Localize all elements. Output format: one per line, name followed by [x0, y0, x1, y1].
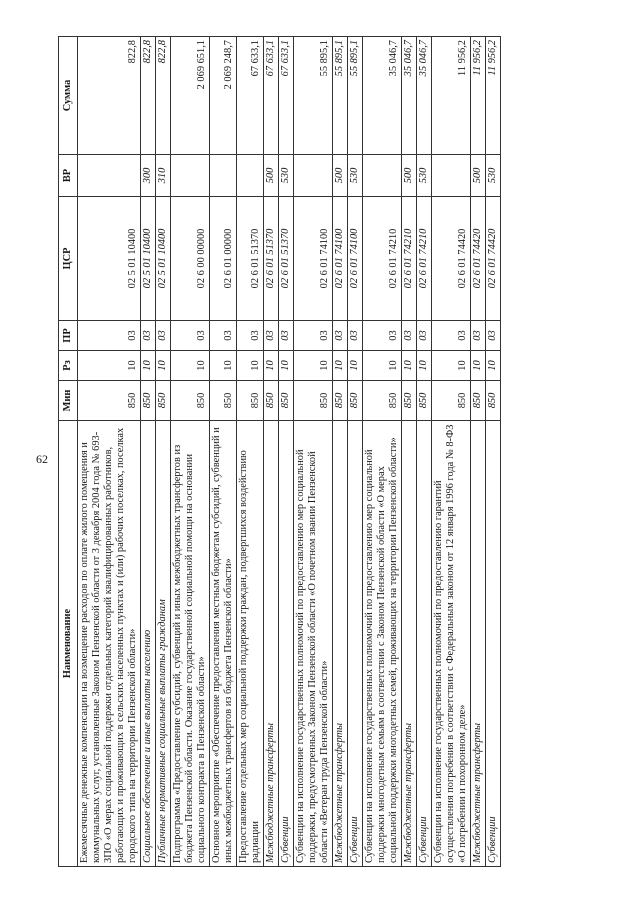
- table-row: [78, 37, 141, 867]
- cell-csr: 02 6 00 00000: [171, 197, 210, 321]
- cell-sum: 822,8: [141, 37, 156, 155]
- cell-name: Межбюджетные трансферты: [264, 421, 279, 867]
- cell-min: 850: [417, 381, 432, 421]
- cell-vr: 530: [279, 155, 294, 197]
- cell-pr: 03: [417, 321, 432, 351]
- cell-csr: 02 6 01 51370: [264, 197, 279, 321]
- cell-rz: 10: [402, 351, 417, 381]
- cell-csr: 02 6 01 74100: [294, 197, 333, 321]
- cell-sum: 2 069 248,7: [210, 37, 237, 155]
- cell-min: 850: [432, 381, 471, 421]
- cell-name: Межбюджетные трансферты: [471, 421, 486, 867]
- cell-csr: 02 5 01 10400: [156, 197, 171, 321]
- cell-vr: 300: [141, 155, 156, 197]
- cell-rz: 10: [417, 351, 432, 381]
- cell-vr: 500: [333, 155, 348, 197]
- cell-min: 850: [264, 381, 279, 421]
- cell-csr: 02 6 01 00000: [210, 197, 237, 321]
- cell-pr: 03: [363, 321, 402, 351]
- cell-csr: 02 6 01 74100: [348, 197, 363, 321]
- cell-sum: 35 046,7: [363, 37, 402, 155]
- header-pr: ПР: [59, 321, 78, 351]
- cell-min: 850: [141, 381, 156, 421]
- table-row: [363, 37, 402, 867]
- cell-rz: 10: [156, 351, 171, 381]
- cell-name: Межбюджетные трансферты: [333, 421, 348, 867]
- table-row: [294, 37, 333, 867]
- cell-min: 850: [237, 381, 264, 421]
- cell-min: 850: [294, 381, 333, 421]
- header-row: [59, 37, 78, 867]
- table-row: [171, 37, 210, 867]
- cell-sum: 55 895,1: [348, 37, 363, 155]
- cell-name: Субвенции на исполнение государственных полномочий по предоставлению мер социальной поддержки многодетным семьям в соответствии с Законом Пензенской области «О мерах социальной поддержки многодетных семей, проживающих на территории Пензенской области»: [363, 421, 402, 867]
- cell-csr: 02 5 01 10400: [78, 197, 141, 321]
- cell-sum: 11 956,2: [486, 37, 501, 155]
- cell-min: 850: [156, 381, 171, 421]
- cell-name: Подпрограмма «Предоставление субсидий, субвенций и иных межбюджетных трансфертов из бюджета Пензенской области. Оказание государственной социальной помощи на основании социального контракта в Пензенской области»: [171, 421, 210, 867]
- table-row: [333, 37, 348, 867]
- table-row: [156, 37, 171, 867]
- table-row: [141, 37, 156, 867]
- cell-vr: 500: [264, 155, 279, 197]
- cell-name: Социальное обеспечение и иные выплаты населению: [141, 421, 156, 867]
- cell-csr: 02 5 01 10400: [141, 197, 156, 321]
- cell-rz: 10: [333, 351, 348, 381]
- page-number: 62: [36, 452, 48, 466]
- cell-pr: 03: [333, 321, 348, 351]
- header-min: Мин: [59, 381, 78, 421]
- cell-min: 850: [402, 381, 417, 421]
- cell-name: Ежемесячные денежные компенсации на возмещение расходов по оплате жилого помещения и коммунальных услуг, установленные Законом Пензенской области от 3 декабря 2004 года № 693-ЗПО «О мерах социальной поддержки отдельных категорий квалифицированных работников, работающих и проживающих в сельских населенных пунктах и (или) рабочих поселках, поселках городского типа на территории Пензенской области»: [78, 421, 141, 867]
- header-rz: Рз: [59, 351, 78, 381]
- table-row: [417, 37, 432, 867]
- cell-csr: 02 6 01 51370: [237, 197, 264, 321]
- cell-vr: 530: [486, 155, 501, 197]
- cell-rz: 10: [78, 351, 141, 381]
- cell-rz: 10: [363, 351, 402, 381]
- cell-sum: 822,8: [78, 37, 141, 155]
- cell-pr: 03: [471, 321, 486, 351]
- cell-name: Субвенции на исполнение государственных полномочий по предоставлению гарантий осуществления погребения в соответствии с Федеральным законом от 12 января 1996 года № 8-ФЗ «О погребении и похоронном деле»: [432, 421, 471, 867]
- cell-pr: 03: [210, 321, 237, 351]
- table-row: [486, 37, 501, 867]
- cell-vr: [294, 155, 333, 197]
- cell-rz: 10: [141, 351, 156, 381]
- cell-rz: 10: [237, 351, 264, 381]
- cell-vr: 530: [417, 155, 432, 197]
- cell-min: 850: [279, 381, 294, 421]
- cell-sum: 55 895,1: [333, 37, 348, 155]
- budget-table: [58, 36, 501, 867]
- cell-pr: 03: [432, 321, 471, 351]
- cell-sum: 822,8: [156, 37, 171, 155]
- table-row: [210, 37, 237, 867]
- cell-sum: 2 069 651,1: [171, 37, 210, 155]
- table-row: [279, 37, 294, 867]
- cell-sum: 55 895,1: [294, 37, 333, 155]
- rotated-table-container: [58, 37, 636, 867]
- table-row: [402, 37, 417, 867]
- cell-rz: 10: [432, 351, 471, 381]
- cell-pr: 03: [348, 321, 363, 351]
- cell-name: Субвенции: [417, 421, 432, 867]
- cell-vr: 310: [156, 155, 171, 197]
- cell-sum: 67 633,1: [264, 37, 279, 155]
- cell-vr: 530: [348, 155, 363, 197]
- cell-sum: 35 046,7: [417, 37, 432, 155]
- cell-vr: 500: [402, 155, 417, 197]
- cell-csr: 02 6 01 74210: [417, 197, 432, 321]
- cell-pr: 03: [78, 321, 141, 351]
- table-row: [348, 37, 363, 867]
- table-row: [237, 37, 264, 867]
- cell-min: 850: [348, 381, 363, 421]
- cell-vr: [363, 155, 402, 197]
- cell-min: 850: [471, 381, 486, 421]
- cell-rz: 10: [210, 351, 237, 381]
- cell-rz: 10: [294, 351, 333, 381]
- cell-csr: 02 6 01 74420: [486, 197, 501, 321]
- cell-rz: 10: [171, 351, 210, 381]
- cell-sum: 67 633,1: [237, 37, 264, 155]
- header-sum: Сумма: [59, 37, 78, 155]
- cell-name: Субвенции: [486, 421, 501, 867]
- cell-vr: 500: [471, 155, 486, 197]
- cell-vr: [432, 155, 471, 197]
- cell-pr: 03: [237, 321, 264, 351]
- cell-name: Предоставление отдельных мер социальной поддержки граждан, подвергшихся воздействию радиации: [237, 421, 264, 867]
- cell-sum: 67 633,1: [279, 37, 294, 155]
- cell-pr: 03: [402, 321, 417, 351]
- cell-vr: [78, 155, 141, 197]
- cell-csr: 02 6 01 74420: [432, 197, 471, 321]
- cell-csr: 02 6 01 74100: [333, 197, 348, 321]
- header-vr: ВР: [59, 155, 78, 197]
- cell-vr: [237, 155, 264, 197]
- cell-pr: 03: [264, 321, 279, 351]
- cell-min: 850: [363, 381, 402, 421]
- cell-min: 850: [333, 381, 348, 421]
- table-row: [471, 37, 486, 867]
- cell-sum: 11 956,2: [471, 37, 486, 155]
- table-body: [78, 37, 501, 867]
- cell-pr: 03: [141, 321, 156, 351]
- cell-csr: 02 6 01 74210: [363, 197, 402, 321]
- cell-name: Субвенции: [348, 421, 363, 867]
- table-row: [264, 37, 279, 867]
- cell-rz: 10: [279, 351, 294, 381]
- table-row: [432, 37, 471, 867]
- cell-min: 850: [486, 381, 501, 421]
- cell-sum: 35 046,7: [402, 37, 417, 155]
- cell-pr: 03: [486, 321, 501, 351]
- cell-csr: 02 6 01 51370: [279, 197, 294, 321]
- cell-name: Публичные нормативные социальные выплаты гражданам: [156, 421, 171, 867]
- cell-name: Основное мероприятие «Обеспечение предоставления местным бюджетам субсидий, субвенций и иных межбюджетных трансфертов из бюджета Пензенской области»: [210, 421, 237, 867]
- cell-rz: 10: [486, 351, 501, 381]
- cell-name: Субвенции: [279, 421, 294, 867]
- cell-pr: 03: [294, 321, 333, 351]
- cell-name: Субвенции на исполнение государственных полномочий по предоставлению мер социальной поддержки, предусмотренных Законом Пензенской области «О почетном звании Пензенской области «Ветеран труда Пензенской области»: [294, 421, 333, 867]
- cell-pr: 03: [171, 321, 210, 351]
- cell-rz: 10: [348, 351, 363, 381]
- cell-pr: 03: [279, 321, 294, 351]
- cell-vr: [210, 155, 237, 197]
- header-csr: ЦСР: [59, 197, 78, 321]
- header-name: Наименование: [59, 421, 78, 867]
- cell-min: 850: [78, 381, 141, 421]
- cell-csr: 02 6 01 74420: [471, 197, 486, 321]
- cell-rz: 10: [471, 351, 486, 381]
- cell-min: 850: [210, 381, 237, 421]
- cell-sum: 11 956,2: [432, 37, 471, 155]
- cell-csr: 02 6 01 74210: [402, 197, 417, 321]
- cell-rz: 10: [264, 351, 279, 381]
- cell-vr: [171, 155, 210, 197]
- cell-name: Межбюджетные трансферты: [402, 421, 417, 867]
- cell-pr: 03: [156, 321, 171, 351]
- cell-min: 850: [171, 381, 210, 421]
